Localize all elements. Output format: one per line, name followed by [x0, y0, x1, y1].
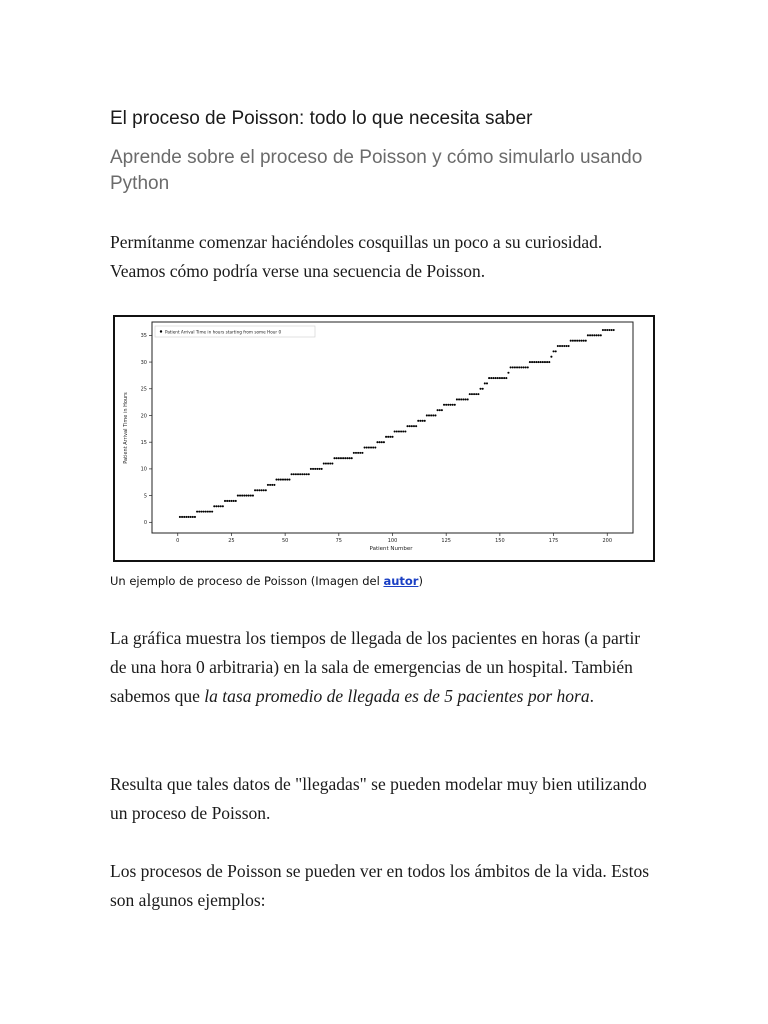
arrival-point — [200, 511, 202, 513]
x-tick-label: 125 — [441, 538, 451, 544]
arrival-point — [333, 457, 335, 459]
arrival-point — [273, 484, 275, 486]
arrival-point — [542, 361, 544, 363]
arrival-point — [237, 495, 239, 497]
arrival-point — [291, 473, 293, 475]
arrival-point — [205, 511, 207, 513]
arrival-point — [419, 420, 421, 422]
arrival-point — [595, 334, 597, 336]
arrival-point — [385, 436, 387, 438]
legend-marker — [160, 330, 162, 332]
arrivals-paragraph: Resulta que tales datos de "llegadas" se pueden modelar muy bien utilizando un proceso de Poisson. — [110, 774, 647, 823]
arrival-point — [316, 468, 318, 470]
figure-caption — [110, 574, 423, 588]
arrival-point — [550, 356, 552, 358]
arrival-point — [295, 473, 297, 475]
arrival-point — [351, 457, 353, 459]
arrival-point — [258, 489, 260, 491]
arrival-point — [303, 473, 305, 475]
arrival-point — [516, 366, 518, 368]
arrival-point — [512, 366, 514, 368]
arrival-point — [213, 505, 215, 507]
caption-text: Un ejemplo de proceso de Poisson (Imagen del — [110, 574, 384, 588]
arrival-point — [574, 340, 576, 342]
arrival-point — [518, 366, 520, 368]
arrival-point — [398, 430, 400, 432]
arrival-point — [218, 505, 220, 507]
arrival-point — [357, 452, 359, 454]
arrival-point — [593, 334, 595, 336]
arrival-point — [271, 484, 273, 486]
y-tick-label: 5 — [143, 493, 147, 500]
arrival-point — [576, 340, 578, 342]
arrival-point — [503, 377, 505, 379]
arrival-point — [404, 430, 406, 432]
arrival-point — [329, 463, 331, 465]
caption-close: ) — [418, 574, 423, 588]
chart-legend — [155, 326, 315, 337]
arrival-point — [454, 404, 456, 406]
article-title: El proceso de Poisson: todo lo que necesita saber — [110, 108, 533, 129]
arrival-point — [325, 463, 327, 465]
arrival-point — [449, 404, 451, 406]
arrival-point — [437, 409, 439, 411]
arrival-point — [544, 361, 546, 363]
arrival-point — [179, 516, 181, 518]
arrival-point — [445, 404, 447, 406]
arrival-point — [467, 398, 469, 400]
arrival-point — [507, 372, 509, 374]
arrival-point — [548, 361, 550, 363]
arrival-point — [527, 366, 529, 368]
arrival-point — [374, 446, 376, 448]
arrival-point — [422, 420, 424, 422]
arrival-point — [224, 500, 226, 502]
legend-label: Patient Arrival Time in hours starting from some Hour 0 — [165, 329, 282, 335]
arrival-point — [297, 473, 299, 475]
arrival-point — [529, 361, 531, 363]
arrival-point — [376, 441, 378, 443]
x-tick-label: 25 — [228, 538, 235, 544]
arrival-point — [578, 340, 580, 342]
arrival-point — [275, 479, 277, 481]
arrival-point — [533, 361, 535, 363]
arrival-point — [344, 457, 346, 459]
explanation-end: . — [589, 686, 594, 706]
arrival-point — [379, 441, 381, 443]
arrival-point — [327, 463, 329, 465]
arrival-point — [424, 420, 426, 422]
arrival-point — [430, 414, 432, 416]
arrival-point — [415, 425, 417, 427]
arrival-point — [299, 473, 301, 475]
arrival-point — [402, 430, 404, 432]
arrival-point — [510, 366, 512, 368]
arrival-point — [310, 468, 312, 470]
arrival-point — [464, 398, 466, 400]
arrival-point — [226, 500, 228, 502]
arrival-point — [540, 361, 542, 363]
arrival-point — [473, 393, 475, 395]
arrival-point — [280, 479, 282, 481]
arrival-point — [239, 495, 241, 497]
arrival-point — [441, 409, 443, 411]
arrival-point — [366, 446, 368, 448]
y-tick-label: 25 — [140, 386, 147, 393]
arrival-point — [499, 377, 501, 379]
arrival-point — [340, 457, 342, 459]
y-tick-label: 15 — [140, 439, 147, 446]
arrival-point — [336, 457, 338, 459]
arrival-point — [439, 409, 441, 411]
arrival-point — [288, 479, 290, 481]
arrival-point — [190, 516, 192, 518]
arrival-point — [501, 377, 503, 379]
arrival-point — [355, 452, 357, 454]
arrival-point — [323, 463, 325, 465]
arrival-point — [349, 457, 351, 459]
arrival-point — [488, 377, 490, 379]
arrival-point — [610, 329, 612, 331]
arrival-point — [555, 350, 557, 352]
y-tick-label: 35 — [140, 333, 147, 340]
arrival-point — [486, 382, 488, 384]
arrival-point — [452, 404, 454, 406]
arrival-point — [321, 468, 323, 470]
arrival-point — [284, 479, 286, 481]
arrival-point — [604, 329, 606, 331]
arrival-point — [432, 414, 434, 416]
arrival-point — [220, 505, 222, 507]
arrival-point — [293, 473, 295, 475]
arrival-point — [233, 500, 235, 502]
arrival-point — [608, 329, 610, 331]
arrival-point — [475, 393, 477, 395]
y-axis-label: Patient Arrival Time in Hours — [123, 392, 129, 464]
arrival-point — [589, 334, 591, 336]
arrival-point — [198, 511, 200, 513]
arrival-point — [372, 446, 374, 448]
arrival-point — [583, 340, 585, 342]
arrival-point — [505, 377, 507, 379]
arrival-point — [413, 425, 415, 427]
arrival-point — [183, 516, 185, 518]
arrival-point — [572, 340, 574, 342]
arrival-point — [600, 334, 602, 336]
arrival-point — [370, 446, 372, 448]
arrival-point — [196, 511, 198, 513]
arrival-point — [250, 495, 252, 497]
arrival-point — [613, 329, 615, 331]
y-tick-label: 10 — [140, 466, 147, 473]
arrival-point — [580, 340, 582, 342]
arrival-point — [514, 366, 516, 368]
arrival-point — [245, 495, 247, 497]
arrival-point — [561, 345, 563, 347]
arrival-point — [462, 398, 464, 400]
intro-paragraph: Permítanme comenzar haciéndoles cosquillas un poco a su curiosidad. Veamos cómo podría verse una secuencia de Poisson. — [110, 232, 603, 281]
arrival-point — [265, 489, 267, 491]
arrival-point — [254, 489, 256, 491]
arrival-point — [207, 511, 209, 513]
arrival-point — [278, 479, 280, 481]
arrival-point — [559, 345, 561, 347]
arrival-point — [400, 430, 402, 432]
arrival-point — [241, 495, 243, 497]
arrival-point — [256, 489, 258, 491]
article-subtitle: Aprende sobre el proceso de Poisson y cómo simularlo usando Python — [110, 147, 643, 194]
arrival-point — [458, 398, 460, 400]
poisson-chart-figure — [113, 315, 655, 562]
arrival-point — [406, 425, 408, 427]
arrival-point — [426, 414, 428, 416]
arrival-point — [460, 398, 462, 400]
x-tick-label: 200 — [602, 538, 613, 544]
arrival-point — [434, 414, 436, 416]
arrival-point — [243, 495, 245, 497]
arrival-point — [477, 393, 479, 395]
arrival-point — [342, 457, 344, 459]
arrival-point — [192, 516, 194, 518]
arrival-point — [447, 404, 449, 406]
arrival-point — [565, 345, 567, 347]
arrival-point — [557, 345, 559, 347]
arrival-point — [235, 500, 237, 502]
arrival-point — [228, 500, 230, 502]
arrival-point — [314, 468, 316, 470]
arrival-point — [409, 425, 411, 427]
arrival-point — [391, 436, 393, 438]
arrival-point — [585, 340, 587, 342]
arrival-point — [209, 511, 211, 513]
x-tick-label: 175 — [548, 538, 559, 544]
x-tick-label: 100 — [387, 538, 398, 544]
arrival-point — [535, 361, 537, 363]
arrival-point — [479, 388, 481, 390]
x-tick-label: 150 — [495, 538, 505, 544]
arrival-point — [368, 446, 370, 448]
arrival-point — [495, 377, 497, 379]
arrival-point — [456, 398, 458, 400]
arrival-point — [570, 340, 572, 342]
arrival-point — [286, 479, 288, 481]
arrival-point — [361, 452, 363, 454]
arrival-point — [443, 404, 445, 406]
arrival-point — [230, 500, 232, 502]
arrival-point — [522, 366, 524, 368]
arrival-point — [552, 350, 554, 352]
arrival-point — [301, 473, 303, 475]
arrival-point — [396, 430, 398, 432]
arrival-point — [267, 484, 269, 486]
x-tick-label: 75 — [335, 538, 343, 544]
caption-author-link[interactable]: autor — [383, 574, 419, 588]
explanation-italic: la tasa promedio de llegada es de 5 pacientes por hora — [204, 686, 590, 706]
arrival-point — [471, 393, 473, 395]
arrival-point — [546, 361, 548, 363]
arrival-point — [187, 516, 189, 518]
examples-paragraph: Los procesos de Poisson se pueden ver en todos los ámbitos de la vida. Estos son algunos ejemplos: — [110, 861, 650, 910]
arrival-point — [606, 329, 608, 331]
arrival-point — [383, 441, 385, 443]
arrival-point — [602, 329, 604, 331]
explanation-text: La gráfica muestra los tiempos de llegada de los pacientes en horas (a partir de una hora 0 arbitraria) en la sala de emergencias de un hospital. También sabemos que — [110, 628, 641, 706]
y-tick-label: 0 — [143, 520, 147, 527]
arrival-point — [282, 479, 284, 481]
arrival-point — [598, 334, 600, 336]
x-axis-label: Patient Number — [369, 546, 413, 552]
x-tick-label: 0 — [176, 538, 180, 544]
arrival-point — [568, 345, 570, 347]
arrival-point — [387, 436, 389, 438]
arrival-point — [490, 377, 492, 379]
arrival-point — [211, 511, 213, 513]
arrival-point — [364, 446, 366, 448]
arrival-point — [591, 334, 593, 336]
arrival-point — [202, 511, 204, 513]
y-tick-label: 20 — [140, 413, 147, 420]
arrival-point — [185, 516, 187, 518]
arrival-point — [587, 334, 589, 336]
arrival-point — [181, 516, 183, 518]
arrival-point — [389, 436, 391, 438]
arrival-point — [563, 345, 565, 347]
arrival-point — [318, 468, 320, 470]
arrival-point — [353, 452, 355, 454]
x-tick-label: 50 — [281, 538, 289, 544]
arrival-point — [215, 505, 217, 507]
arrival-point — [306, 473, 308, 475]
arrival-point — [331, 463, 333, 465]
arrival-point — [248, 495, 250, 497]
chart-explanation-paragraph — [110, 624, 658, 711]
arrival-point — [338, 457, 340, 459]
poisson-chart — [115, 317, 653, 560]
arrival-point — [252, 495, 254, 497]
arrival-point — [308, 473, 310, 475]
arrival-point — [312, 468, 314, 470]
arrival-point — [537, 361, 539, 363]
arrival-point — [520, 366, 522, 368]
arrival-point — [269, 484, 271, 486]
arrival-point — [469, 393, 471, 395]
arrival-point — [417, 420, 419, 422]
arrival-point — [492, 377, 494, 379]
arrival-point — [525, 366, 527, 368]
arrival-point — [359, 452, 361, 454]
y-tick-label: 30 — [140, 359, 147, 366]
arrival-point — [428, 414, 430, 416]
arrival-point — [194, 516, 196, 518]
arrival-point — [263, 489, 265, 491]
arrival-point — [394, 430, 396, 432]
arrival-point — [531, 361, 533, 363]
arrival-point — [260, 489, 262, 491]
arrival-point — [346, 457, 348, 459]
arrival-point — [411, 425, 413, 427]
arrival-point — [482, 388, 484, 390]
arrival-point — [484, 382, 486, 384]
arrival-point — [222, 505, 224, 507]
arrival-point — [381, 441, 383, 443]
arrival-point — [497, 377, 499, 379]
